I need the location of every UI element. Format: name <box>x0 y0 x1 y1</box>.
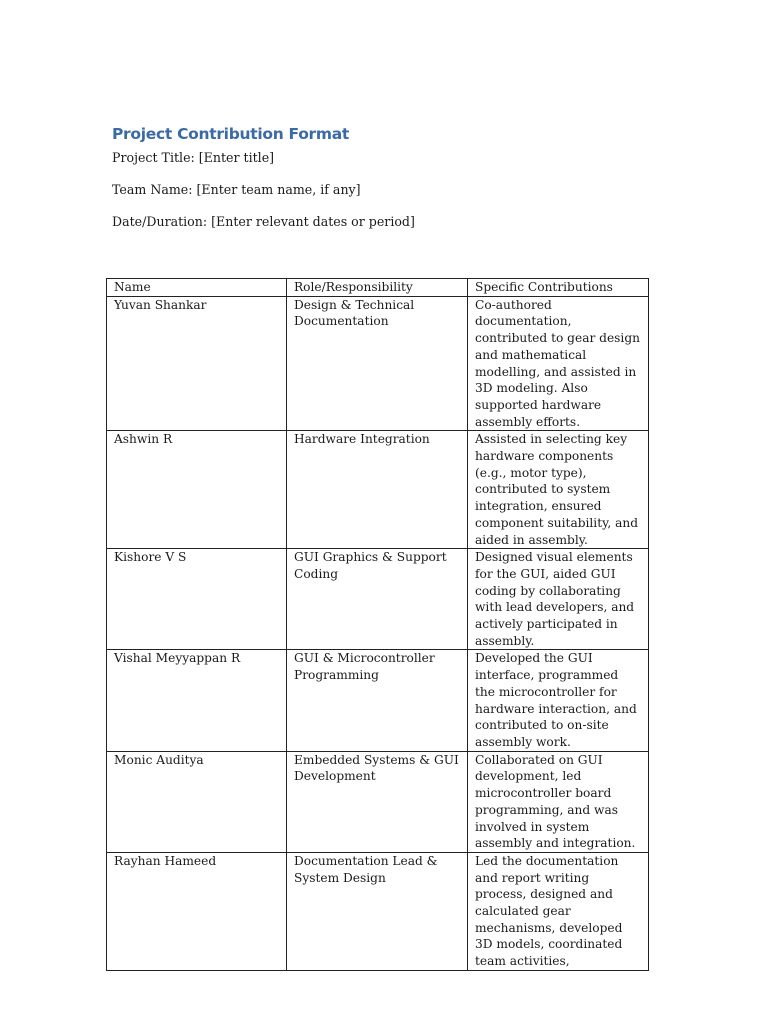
cell-role: GUI & Microcontroller Programming <box>287 650 468 751</box>
cell-contribution: Co-authored documentation, contributed to gear design and mathematical modelling, and assisted in 3D modeling. Also supported hardware assembly efforts. <box>468 296 649 431</box>
cell-contribution: Collaborated on GUI development, led microcontroller board programming, and was involved in system assembly and integration. <box>468 751 649 852</box>
cell-contribution: Assisted in selecting key hardware components (e.g., motor type), contributed to system integration, ensured component suitability, and aided in assembly. <box>468 431 649 549</box>
cell-name: Rayhan Hameed <box>107 852 287 970</box>
cell-contribution: Designed visual elements for the GUI, aided GUI coding by collaborating with lead developers, and actively participated in assembly. <box>468 549 649 650</box>
cell-contribution: Developed the GUI interface, programmed the microcontroller for hardware interaction, and contributed to on-site assembly work. <box>468 650 649 751</box>
cell-contribution: Led the documentation and report writing process, designed and calculated gear mechanisms, developed 3D models, coordinated team activities, <box>468 852 649 970</box>
table-row <box>107 431 649 549</box>
cell-name: Monic Auditya <box>107 751 287 852</box>
cell-role: Documentation Lead & System Design <box>287 852 468 970</box>
header-role: Role/Responsibility <box>287 279 468 297</box>
table-row <box>107 852 649 970</box>
project-title-line: Project Title: [Enter title] <box>112 150 275 165</box>
document-heading: Project Contribution Format <box>112 125 350 143</box>
cell-name: Yuvan Shankar <box>107 296 287 431</box>
contribution-table <box>106 278 649 971</box>
table-row <box>107 549 649 650</box>
cell-role: Embedded Systems & GUI Development <box>287 751 468 852</box>
table-row <box>107 650 649 751</box>
team-name-line: Team Name: [Enter team name, if any] <box>112 182 361 197</box>
cell-name: Vishal Meyyappan R <box>107 650 287 751</box>
cell-role: GUI Graphics & Support Coding <box>287 549 468 650</box>
table-row <box>107 751 649 852</box>
cell-role: Hardware Integration <box>287 431 468 549</box>
cell-name: Ashwin R <box>107 431 287 549</box>
header-name: Name <box>107 279 287 297</box>
header-contributions: Specific Contributions <box>468 279 649 297</box>
table-row <box>107 296 649 431</box>
table-header-row <box>107 279 649 297</box>
cell-role: Design & Technical Documentation <box>287 296 468 431</box>
date-duration-line: Date/Duration: [Enter relevant dates or period] <box>112 214 415 229</box>
cell-name: Kishore V S <box>107 549 287 650</box>
